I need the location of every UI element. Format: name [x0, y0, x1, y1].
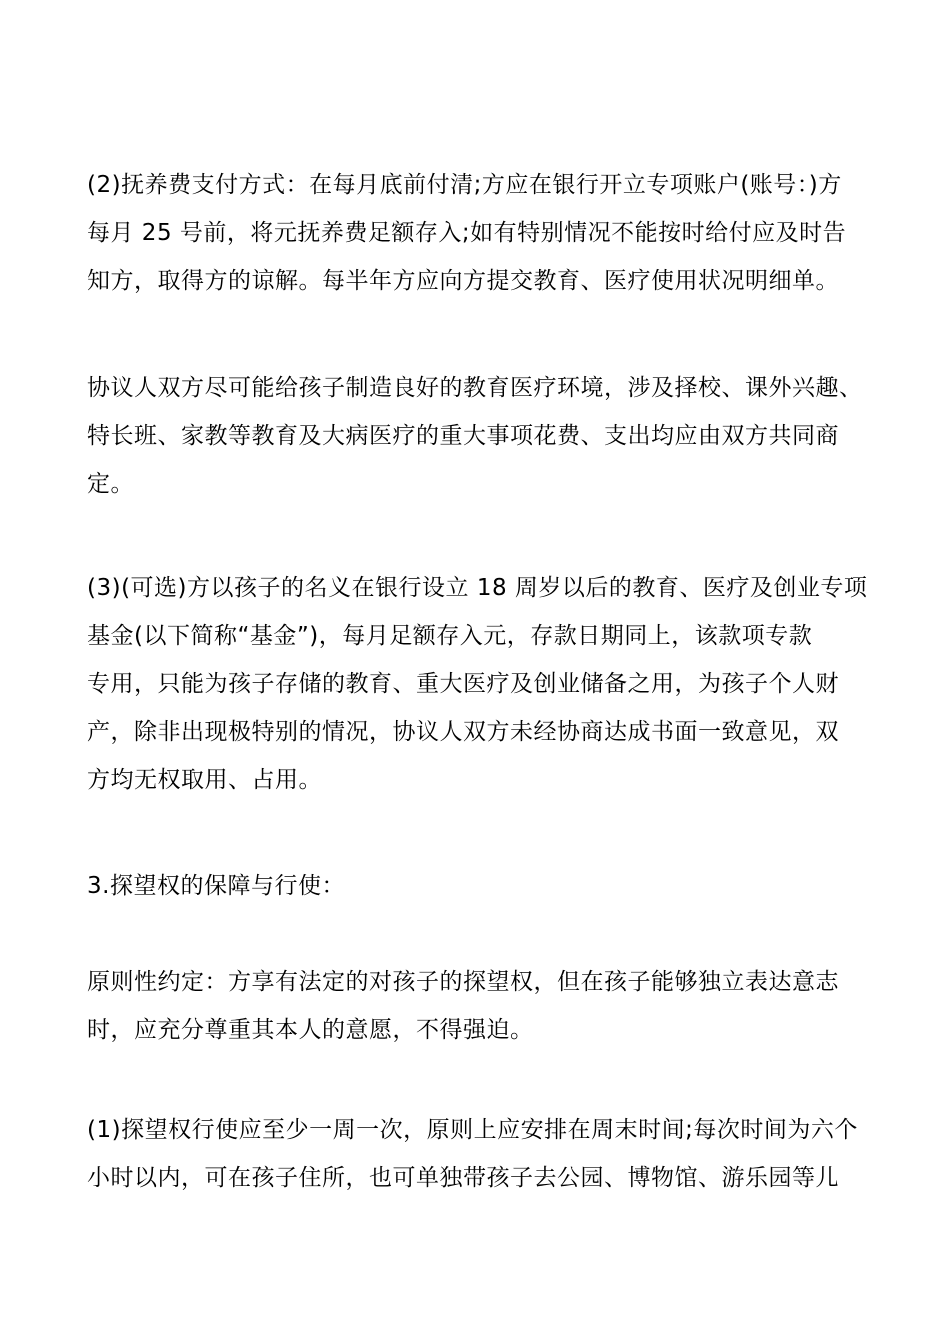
text-line: (2)抚养费支付方式：在每月底前付清;方应在银行开立专项账户(账号：)方	[87, 172, 842, 198]
text-line: 基金(以下简称“基金”)，每月足额存入元，存款日期同上，该款项专款	[87, 623, 813, 649]
section-heading-visitation-rights	[87, 862, 877, 910]
paragraph-optional-fund	[87, 564, 877, 804]
text-line: 每月 25 号前，将元抚养费足额存入;如有特别情况不能按时给付应及时告	[87, 220, 847, 246]
text-line: 专用，只能为孩子存储的教育、重大医疗及创业储备之用，为孩子个人财	[87, 671, 839, 697]
text-line: 协议人双方尽可能给孩子制造良好的教育医疗环境，涉及择校、课外兴趣、	[87, 375, 863, 401]
text-line: 特长班、家教等教育及大病医疗的重大事项花费、支出均应由双方共同商	[87, 423, 839, 449]
text-line: 时，应充分尊重其本人的意愿，不得强迫。	[87, 1017, 534, 1043]
text-line: 方均无权取用、占用。	[87, 767, 322, 793]
text-line: 知方，取得方的谅解。每半年方应向方提交教育、医疗使用状况明细单。	[87, 268, 839, 294]
text-line: (3)(可选)方以孩子的名义在银行设立 18 周岁以后的教育、医疗及创业专项	[87, 575, 868, 601]
paragraph-education-medical-environment	[87, 364, 877, 508]
text-line: 定。	[87, 471, 134, 497]
text-line: 小时以内，可在孩子住所，也可单独带孩子去公园、博物馆、游乐园等儿	[87, 1165, 839, 1191]
paragraph-visitation-frequency	[87, 1106, 877, 1202]
paragraph-support-payment-method	[87, 161, 877, 305]
text-line: 3.探望权的保障与行使：	[87, 873, 345, 899]
text-line: 原则性约定：方享有法定的对孩子的探望权，但在孩子能够独立表达意志	[87, 969, 839, 995]
text-line: (1)探望权行使应至少一周一次，原则上应安排在周末时间;每次时间为六个	[87, 1117, 858, 1143]
paragraph-principle-agreement	[87, 958, 877, 1054]
text-line: 产，除非出现极特别的情况，协议人双方未经协商达成书面一致意见，双	[87, 719, 839, 745]
